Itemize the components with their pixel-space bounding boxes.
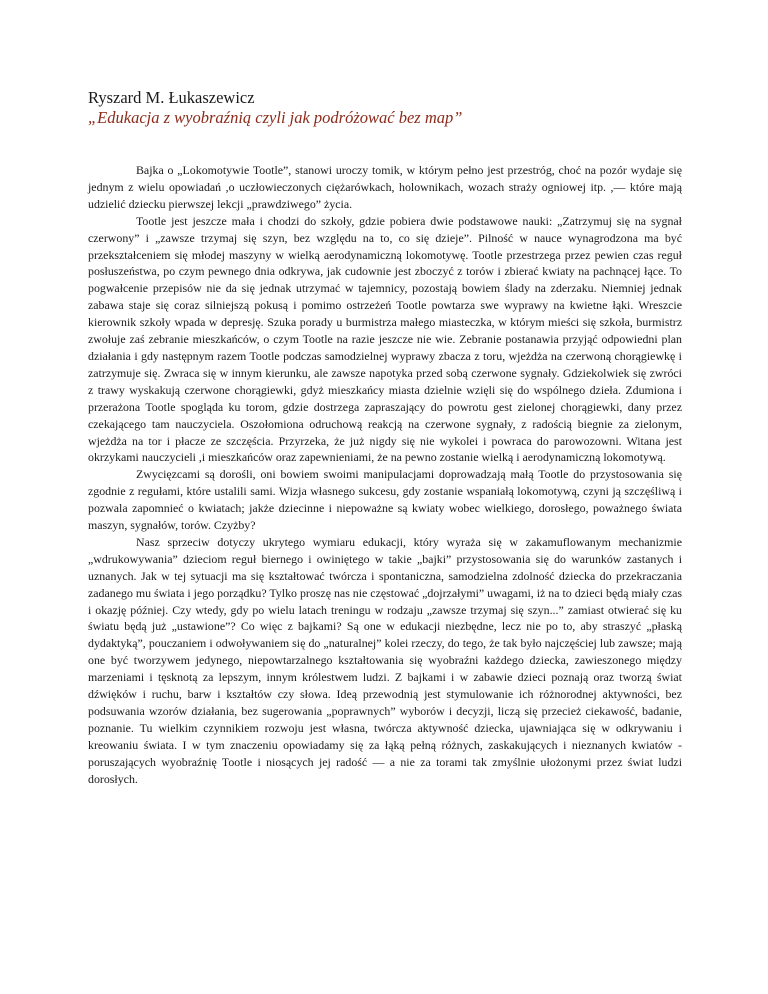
essay-title: „Edukacja z wyobraźnią czyli jak podróżować bez map” (88, 108, 463, 127)
paragraph: Zwycięzcami są dorośli, oni bowiem swoimi manipulacjami doprowadzają małą Tootle do przystosowania się zgodnie z regułami, które ustalili sami. Wizja własnego sukcesu, gdy zostanie wspaniałą lokomotywą, czyni ją szczęśliwą i pozwala zapomnieć o kwiatach; jakże dziecinne i niepoważne są kwiaty wobec wielkiego, dorosłego, poważnego świata maszyn, sygnałów, torów. Czyżby? (88, 467, 682, 533)
paragraph: Tootle jest jeszcze mała i chodzi do szkoły, gdzie pobiera dwie podstawowe nauki: „Zatrzymuj się na sygnał czerwony” i „zawsze trzymaj się szyn, bez względu na to, co się dzieje”. Pilność w nauce wynagrodzona ma być przekształceniem się młodej maszyny w wielką aerodynamiczną lokomotywę. Tootle przestrzega przez pewien czas reguł posłuszeństwa, po czym pewnego dnia odkrywa, jak cudownie jest zboczyć z torów i zbierać kwiaty na pachnącej łące. To pogwałcenie przepisów nie da się jednak utrzymać w tajemnicy, pozostają bowiem ślady na zderzaku. Niemniej jednak zabawa staje się coraz silniejszą pokusą i pomimo ostrzeżeń Tootle powtarza swe wyprawy na kwietne łąki. Wreszcie kierownik szkoły wpada w depresję. Szuka porady u burmistrza małego miasteczka, w którym mieści się szkoła, burmistrz zwołuje zaś zebranie mieszkańców, o czym Tootle na razie jeszcze nie wie. Zebranie postanawia przyjąć odpowiedni plan działania i gdy następnym razem Tootle podczas samodzielnej wyprawy zbacza z toru, wjeżdża na czerwoną chorągiewkę i zatrzymuje się. Zwraca się w innym kierunku, ale zawsze napotyka przed sobą czerwone sygnały. Gdziekolwiek się zwróci z trawy wyskakują czerwone chorągiewki, gdyż mieszkańcy miasta dzielnie wzięli się do wspólnego dzieła. Zdumiona i przerażona Tootle spogląda ku torom, gdzie dostrzega zapraszający do powrotu gest zielonej chorągiewki, dany przez czekającego tam nauczyciela. Oszołomiona odruchową reakcją na czerwone sygnały, z radością biegnie za zielonym, wjeżdża na tor i płacze ze szczęścia. Przyrzeka, że już nigdy się nie wykolei i powraca do parowozowni. Witana jest okrzykami nauczycieli ,i mieszkańców oraz zapewnieniami, że na pewno zostanie wielką i aerodynamiczną lokomotywą. (88, 213, 682, 465)
author-name: Ryszard M. Łukaszewicz (88, 88, 255, 107)
paragraph: Nasz sprzeciw dotyczy ukrytego wymiaru edukacji, który wyraża się w zakamuflowanym mechanizmie „wdrukowywania” dzieciom reguł biernego i owiniętego w takie „bajki” przystosowania się do warunków zastanych i uznanych. Jak w tej sytuacji ma się kształtować twórcza i spontaniczna, samodzielna zdolność dziecka do przekraczania zadanego mu świata i jego porządku? Tylko proszę nas nie częstować „dojrzałymi” uwagami, iż na to dzieci będą miały czas i okazję później. Czy wtedy, gdy po wielu latach treningu w rodzaju „zawsze trzymaj się szyn...” zamiast otwierać się ku światu będą już „ustawione”? Co więc z bajkami? Są one w edukacji niezbędne, lecz nie po to, aby straszyć „płaską dydaktyką”, pouczaniem i odwoływaniem się do „naturalnej” kolei rzeczy, do tego, że tak było najczęściej lub zawsze; mają one być tworzywem jedynego, niepowtarzalnego kształtowania się wyobraźni każdego dziecka, zawieszonego między marzeniami i tęsknotą za lepszym, innym królestwem ludzi. Z bajkami i w zabawie dzieci poznają oraz tworzą świat dźwięków i ruchu, barw i kształtów czy słowa. Ideą przewodnią jest stymulowanie ich różnorodnej aktywności, bez podsuwania wzorów działania, bez sugerowania „poprawnych” wyborów i decyzji, liczą się przecież ciekawość, badanie, poznanie. Tu wielkim czynnikiem rozwoju jest własna, twórcza aktywność dziecka, ujawniająca się w odkrywaniu i kreowaniu świata. I w tym znaczeniu opowiadamy się za łąką pełną różnych, zaskakujących i nieznanych kwiatów - poruszających wyobraźnię Tootle i niosących jej radość — a nie za torami tak zmyślnie ułożonymi przez świat ludzi dorosłych. (88, 534, 682, 786)
document-body (88, 88, 682, 788)
paragraph: Bajka o „Lokomotywie Tootle”, stanowi uroczy tomik, w którym pełno jest przestróg, choć na pozór wydaje się jednym z wielu opowiadań ,o uczłowieczonych ciężarówkach, holownikach, wozach straży ogniowej itp. ,— które mają udzielić dziecku pierwszej lekcji „prawdziwego” życia. (88, 163, 682, 211)
